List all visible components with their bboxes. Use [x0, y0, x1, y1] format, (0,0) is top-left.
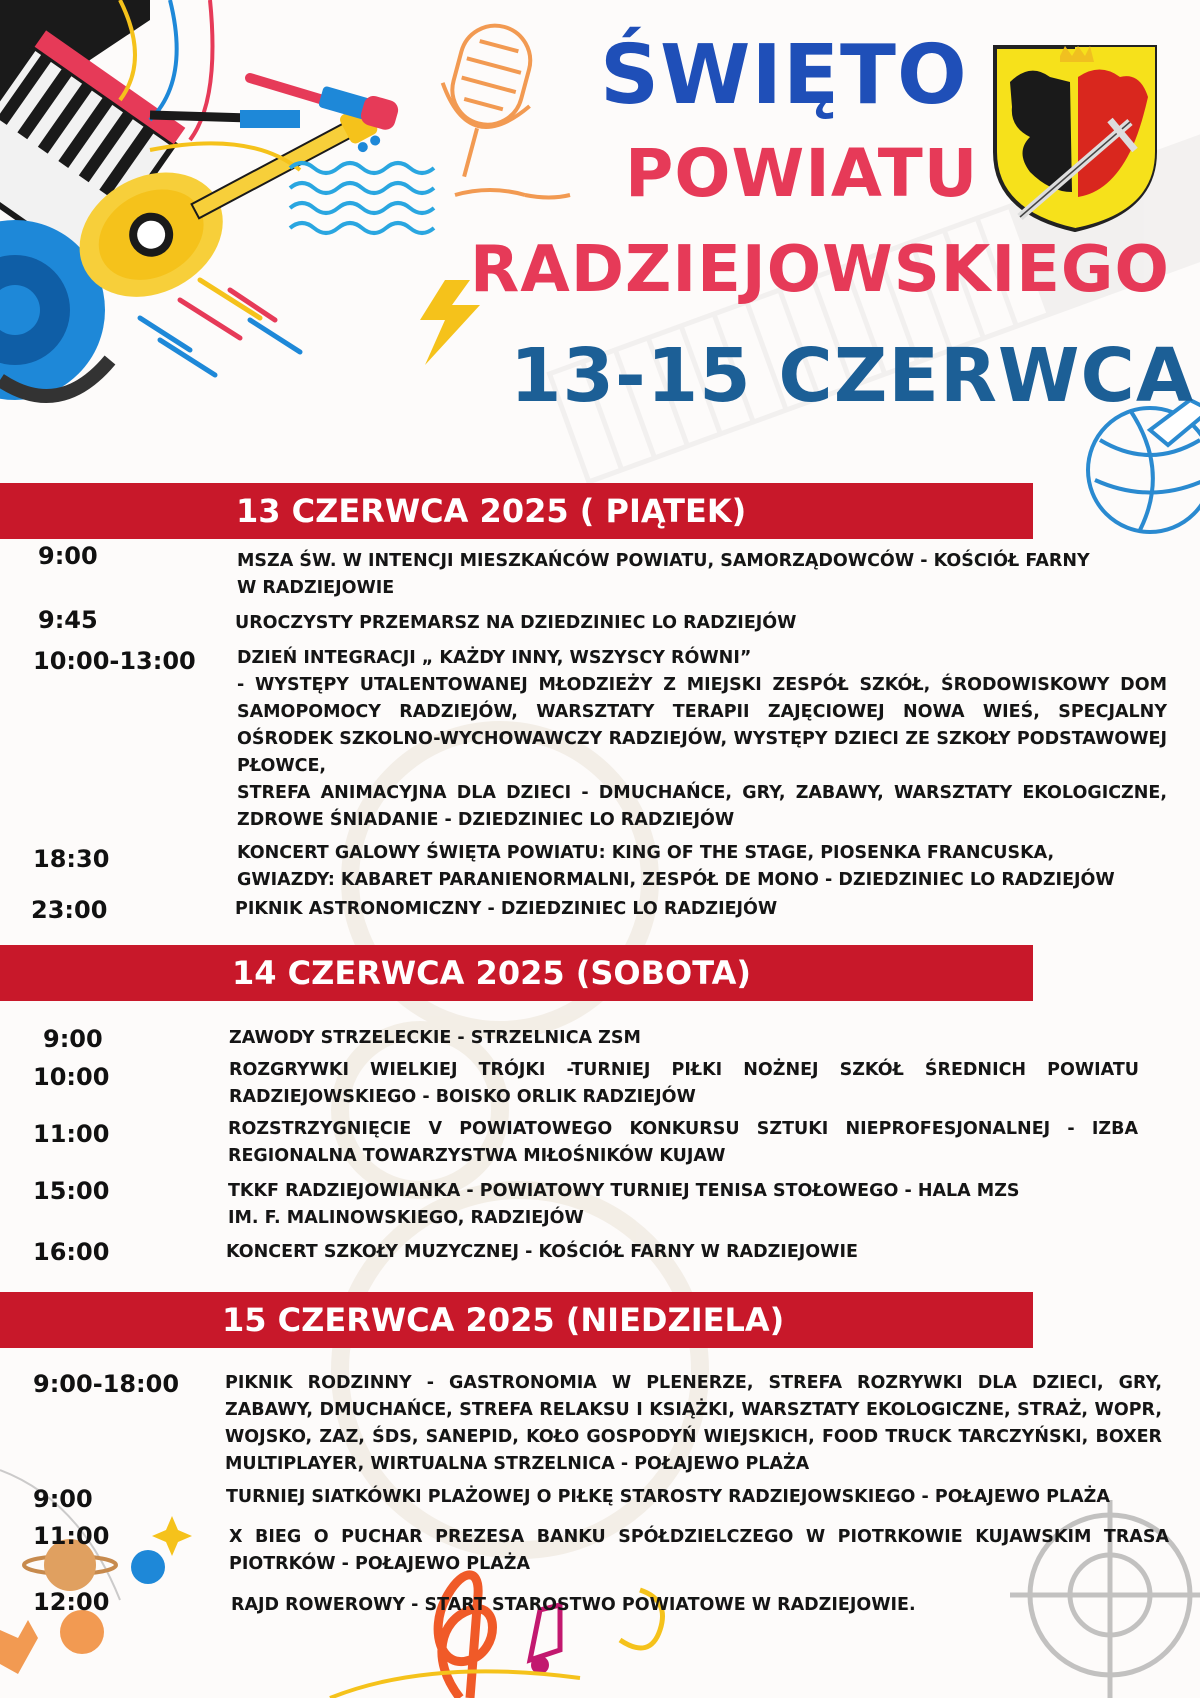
event-description: KONCERT GALOWY ŚWIĘTA POWIATU: KING OF THE STAGE, PIOSENKA FRANCUSKA, GWIAZDY: KABARET PARANIENORMALNI, ZESPÓŁ DE MONO - DZIEDZINIEC LO RADZIEJÓW: [237, 843, 1115, 890]
event-time: 9:00-18:00: [33, 1370, 180, 1398]
event-time: 10:00-13:00: [33, 647, 196, 675]
event-time: 9:00: [38, 542, 98, 570]
event-time: 16:00: [33, 1238, 110, 1266]
event-description: TURNIEJ SIATKÓWKI PLAŻOWEJ O PIŁKĘ STAROSTY RADZIEJOWSKIEGO - POŁAJEWO PLAŻA: [226, 1487, 1110, 1507]
event-description: X BIEG O PUCHAR PREZESA BANKU SPÓŁDZIELCZEGO W PIOTRKOWIE KUJAWSKIM TRASA PIOTRKÓW - POŁAJEWO PLAŻA: [229, 1527, 1169, 1574]
event-description: PIKNIK ASTRONOMICZNY - DZIEDZINIEC LO RADZIEJÓW: [235, 899, 778, 919]
event-time: 15:00: [33, 1177, 110, 1205]
event-time: 23:00: [31, 896, 108, 924]
day-header: 15 CZERWCA 2025 (NIEDZIELA): [0, 1292, 1033, 1348]
coat-of-arms-icon: [990, 42, 1160, 232]
event-description: ROZSTRZYGNIĘCIE V POWIATOWEGO KONKURSU SZTUKI NIEPROFESJONALNEJ - IZBA REGIONALNA TOWARZYSTWA MIŁOŚNIKÓW KUJAW: [228, 1119, 1138, 1166]
event-time: 12:00: [33, 1588, 110, 1616]
title-powiatu: POWIATU: [625, 135, 979, 212]
event-description: DZIEŃ INTEGRACJI „ KAŻDY INNY, WSZYSCY RÓWNI” - WYSTĘPY UTALENTOWANEJ MŁODZIEŻY Z MIEJSKI ZESPÓŁ SZKÓŁ, ŚRODOWISKOWY DOM SAMOPOMOCY RADZIEJÓW, WARSZTATY TERAPII ZAJĘCIOWEJ NOWA WIEŚ, SPECJALNY OŚRODEK SZKOLNO-WYCHOWAWCZY RADZIEJÓW, WYSTĘPY DZIECI ZE SZKOŁY PODSTAWOWEJ PŁOWCE, STREFA ANIMACYJNA DLA DZIECI - DMUCHAŃCE, GRY, ZABAWY, WARSZTATY EKOLOGICZNE, ZDROWE ŚNIADANIE - DZIEDZINIEC LO RADZIEJÓW: [237, 648, 1167, 830]
title-radziejowskiego: RADZIEJOWSKIEGO: [470, 233, 1170, 307]
volleyball-icon: [1088, 400, 1200, 532]
event-description: MSZA ŚW. W INTENCJI MIESZKAŃCÓW POWIATU, SAMORZĄDOWCÓW - KOŚCIÓŁ FARNY W RADZIEJOWIE: [237, 551, 1090, 598]
event-time: 9:00: [43, 1025, 103, 1053]
event-description: PIKNIK RODZINNY - GASTRONOMIA W PLENERZE, STREFA ROZRYWKI DLA DZIECI, GRY, ZABAWY, DMUCHAŃCE, STREFA RELAKSU I KSIĄŻKI, WARSZTATY EKOLOGICZNE, STRAŻ, WOPR, WOJSKO, ZAZ, ŚDS, SANEPID, KOŁO GOSPODYŃ WIEJSKICH, FOOD TRUCK TARCZYŃSKI, BOXER MULTIPLAYER, WIRTUALNA STRZELNICA - POŁAJEWO PLAŻA: [225, 1373, 1162, 1474]
day-header: 13 CZERWCA 2025 ( PIĄTEK): [0, 483, 1033, 539]
event-description: ROZGRYWKI WIELKIEJ TRÓJKI -TURNIEJ PIŁKI NOŻNEJ SZKÓŁ ŚREDNICH POWIATU RADZIEJOWSKIEGO - BOISKO ORLIK RADZIEJÓW: [229, 1060, 1139, 1107]
title-swieto: ŚWIĘTO: [600, 28, 968, 123]
day-header: 14 CZERWCA 2025 (SOBOTA): [0, 945, 1033, 1001]
event-time: 9:45: [38, 606, 98, 634]
event-time: 10:00: [33, 1063, 110, 1091]
event-time: 18:30: [33, 845, 110, 873]
waves-icon: [290, 163, 434, 233]
event-description: TKKF RADZIEJOWIANKA - POWIATOWY TURNIEJ TENISA STOŁOWEGO - HALA MZS IM. F. MALINOWSKIEGO, RADZIEJÓW: [228, 1181, 1020, 1228]
event-description: ZAWODY STRZELECKIE - STRZELNICA ZSM: [229, 1028, 641, 1048]
event-dates: 13-15 CZERWCA: [510, 333, 1195, 419]
event-time: 11:00: [33, 1120, 110, 1148]
event-description: UROCZYSTY PRZEMARSZ NA DZIEDZINIEC LO RADZIEJÓW: [235, 613, 797, 633]
confetti-lines: [140, 280, 300, 375]
event-time: 11:00: [33, 1522, 110, 1550]
event-description: RAJD ROWEROWY - START STAROSTWO POWIATOWE W RADZIEJOWIE.: [231, 1595, 916, 1615]
planet-icon: [0, 1470, 192, 1674]
microphone-icon: [421, 15, 570, 197]
event-time: 9:00: [33, 1485, 93, 1513]
event-description: KONCERT SZKOŁY MUZYCZNEJ - KOŚCIÓŁ FARNY W RADZIEJOWIE: [226, 1242, 858, 1262]
